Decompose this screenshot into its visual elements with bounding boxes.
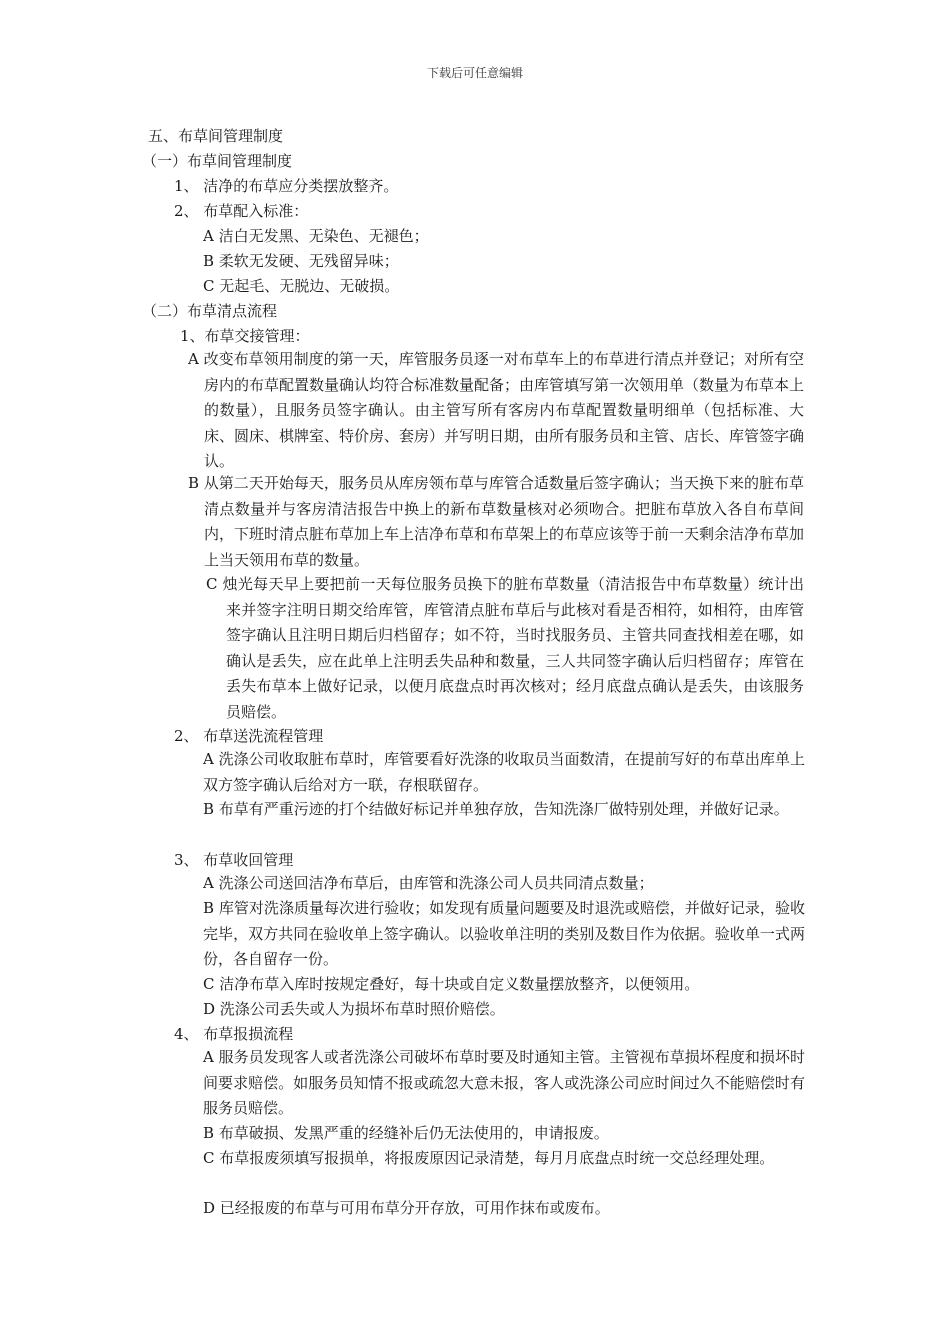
paragraph: A 服务员发现客人或者洗涤公司破坏布草时要及时通知主管。主管视布草损坏程度和损坏时间要求赔偿。如服务员知情不报或疏忽大意未报，客人或洗涤公司应时间过久不能赔偿时有服务员赔偿。 <box>203 1048 805 1118</box>
paragraph: C 烛光每天早上要把前一天每位服务员换下的脏布草数量（清洁报告中布草数量）统计出来并签字注明日期交给库管，库管清点脏布草后与此核对看是否相符，如相符，由库管签字确认且注明日期后归档留存；如不符，当时找服务员、主管共同查找相差在哪，如确认是丢失，应在此单上注明丢失品种和数量，三人共同签字确认后归档留存；库管在丢失布草本上做好记录，以便月底盘点时再次核对；经月底盘点确认是丢失，由该服务员赔偿。 <box>206 575 804 721</box>
paragraph: B 库管对洗涤质量每次进行验收；如发现有质量问题要及时退洗或赔偿，并做好记录，验收完毕，双方共同在验收单上签字确认。以验收单注明的类别及数目作为依据。验收单一式两份，各自留存一份。 <box>203 899 805 969</box>
page-header: 下载后可任意编辑 <box>426 66 523 80</box>
list-item: C 无起毛、无脱边、无破损。 <box>203 277 400 295</box>
list-item: 2、 布草配入标准： <box>174 202 309 220</box>
subsection-heading-1: （一）布草间管理制度 <box>142 152 293 170</box>
item-title: 3、 布草收回管理 <box>174 851 294 869</box>
paragraph: C 布草报废须填写报损单，将报废原因记录清楚，每月月底盘点时统一交总经理处理。 <box>203 1149 775 1167</box>
paragraph: A 洗涤公司收取脏布草时，库管要看好洗涤的收取员当面数清，在提前写好的布草出库单上双方签字确认后给对方一联，存根联留存。 <box>203 750 805 794</box>
section-title: 五、布草间管理制度 <box>148 127 284 145</box>
paragraph: D 已经报废的布草与可用布草分开存放，可用作抹布或废布。 <box>203 1199 610 1217</box>
list-item: A 洁白无发黑、无染色、无褪色； <box>203 227 429 245</box>
item-title: 2、 布草送洗流程管理 <box>174 727 324 745</box>
paragraph: D 洗涤公司丢失或人为损坏布草时照价赔偿。 <box>203 1000 505 1018</box>
paragraph: C 洁净布草入库时按规定叠好，每十块或自定义数量摆放整齐，以便领用。 <box>203 975 700 993</box>
paragraph: B 布草有严重污迹的打个结做好标记并单独存放，告知洗涤厂做特别处理，并做好记录。 <box>203 800 789 818</box>
list-item: 1、 洁净的布草应分类摆放整齐。 <box>174 177 399 195</box>
item-title: 4、 布草报损流程 <box>174 1025 294 1043</box>
paragraph: A 洗涤公司送回洁净布草后，由库管和洗涤公司人员共同清点数量； <box>203 874 654 892</box>
subsection-heading-2: （二）布草清点流程 <box>142 302 278 320</box>
item-title: 1、布草交接管理： <box>180 327 310 345</box>
paragraph: B 从第二天开始每天，服务员从库房领布草与库管合适数量后签字确认；当天换下来的脏布草清点数量并与客房清洁报告中换上的新布草数量核对必须吻合。把脏布草放入各自布草间内，下班时清点脏布草加上车上洁净布草和布草架上的布草应该等于前一天剩余洁净布草加上当天领用布草的数量。 <box>188 474 805 569</box>
paragraph: A 改变布草领用制度的第一天，库管服务员逐一对布草车上的布草进行清点并登记；对所有空房内的布草配置数量确认均符合标准数量配备；由库管填写第一次领用单（数量为布草本上的数量），且服务员签字确认。由主管写所有客房内布草配置数量明细单（包括标准、大床、圆床、棋牌室、特价房、套房）并写明日期，由所有服务员和主管、店长、库管签字确认。 <box>188 350 805 471</box>
paragraph: B 布草破损、发黑严重的经缝补后仍无法使用的，申请报废。 <box>203 1124 609 1142</box>
list-item: B 柔软无发硬、无残留异味； <box>203 252 399 270</box>
